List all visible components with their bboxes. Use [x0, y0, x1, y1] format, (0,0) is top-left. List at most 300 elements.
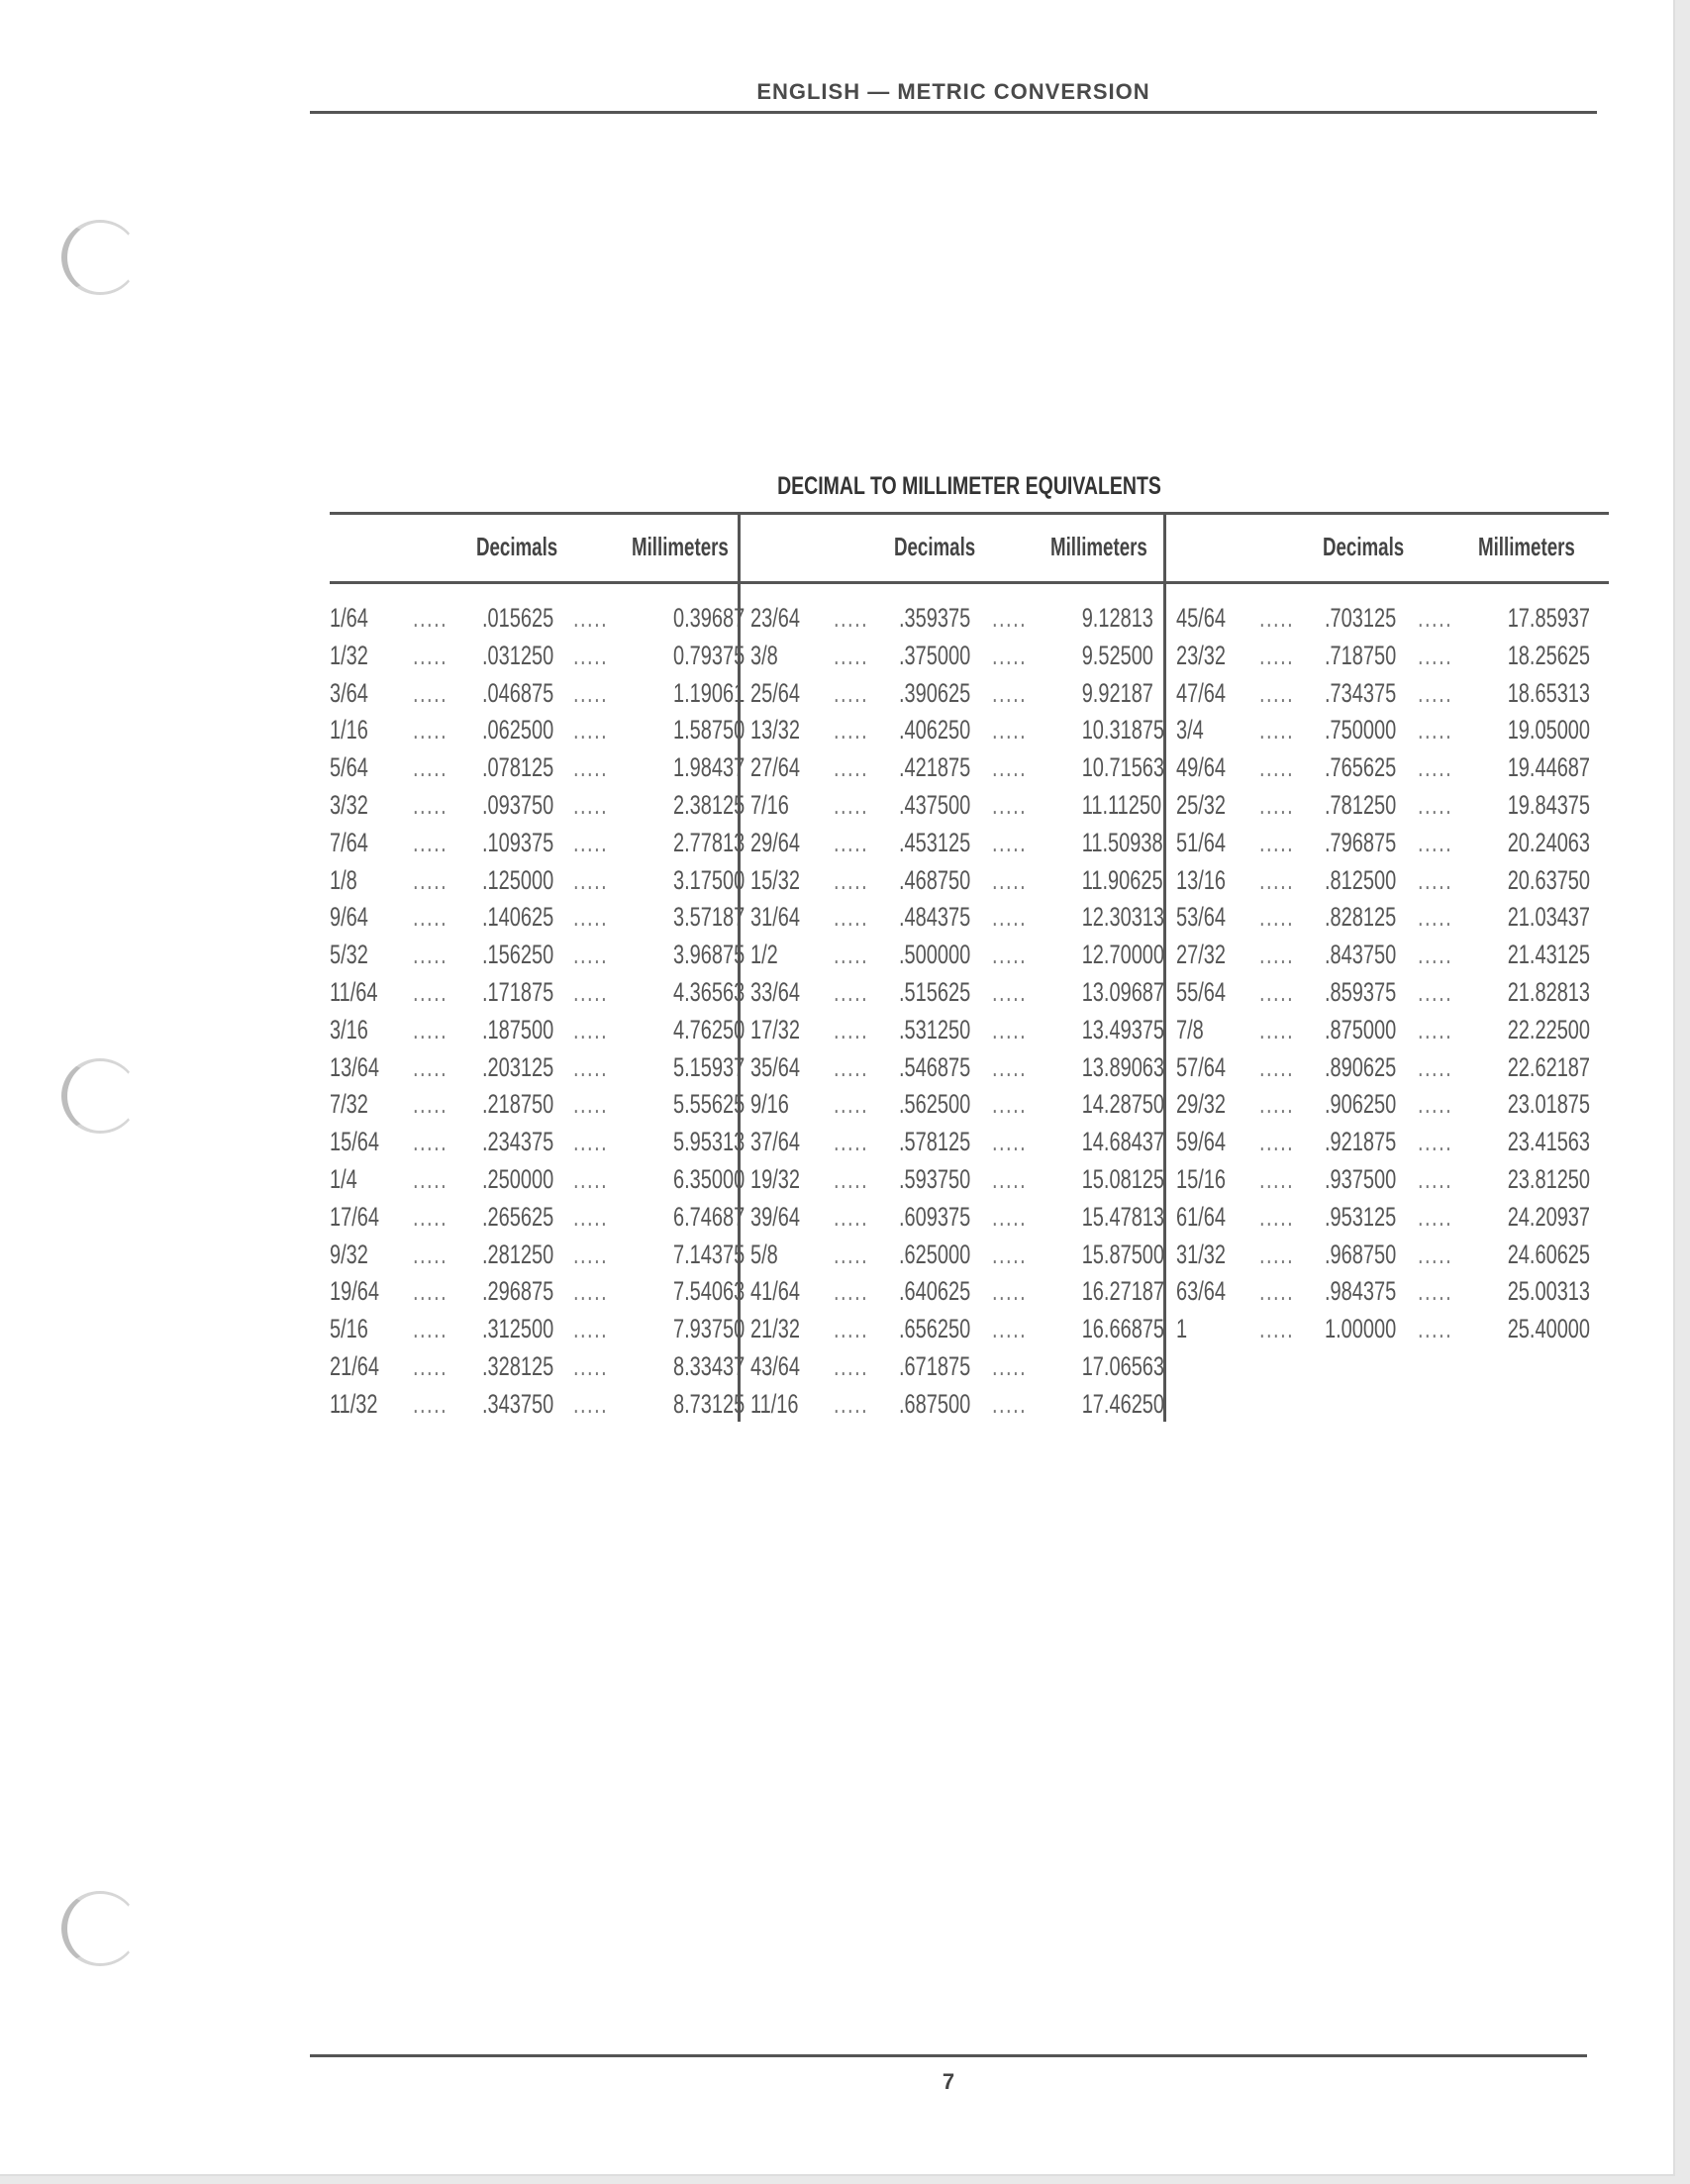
- millimeter-cell: 4.76250: [672, 1014, 746, 1044]
- table-row: [1166, 789, 1591, 828]
- decimal-cell: .093750: [482, 789, 554, 820]
- fraction-cell: 5/8: [750, 1239, 778, 1269]
- table-row: [330, 1202, 746, 1240]
- millimeter-cell: 18.25625: [1507, 640, 1591, 670]
- leader-dots: .....: [1259, 940, 1295, 970]
- leader-dots: .....: [573, 1276, 609, 1307]
- fraction-cell: 43/64: [750, 1350, 801, 1381]
- table-row: [1166, 1201, 1591, 1240]
- millimeter-cell: 7.54063: [672, 1276, 746, 1307]
- table-column-2: [738, 514, 1165, 1422]
- leader-dots: .....: [413, 640, 448, 670]
- fraction-cell: 49/64: [1176, 752, 1227, 783]
- leader-dots: .....: [834, 864, 869, 895]
- millimeter-cell: 25.00313: [1507, 1276, 1591, 1307]
- punch-hole: [61, 220, 139, 295]
- leader-dots: .....: [413, 1201, 448, 1232]
- table-row: [741, 1388, 1165, 1427]
- leader-dots: .....: [1259, 1314, 1295, 1344]
- decimal-cell: .718750: [1325, 640, 1397, 670]
- table-row: [1166, 1239, 1591, 1277]
- decimal-cell: .843750: [1325, 940, 1397, 970]
- table-row: [330, 603, 746, 641]
- millimeter-cell: 23.81250: [1507, 1163, 1591, 1194]
- leader-dots: .....: [573, 1314, 609, 1344]
- leader-dots: .....: [413, 1051, 448, 1082]
- table-row: [741, 789, 1162, 828]
- decimal-cell: .703125: [1325, 603, 1397, 633]
- leader-dots: .....: [413, 864, 448, 895]
- fraction-cell: 21/64: [330, 1350, 380, 1381]
- decimal-cell: .312500: [482, 1314, 554, 1344]
- millimeter-cell: 23.01875: [1507, 1089, 1591, 1120]
- table-row: [741, 603, 1156, 641]
- leader-dots: .....: [413, 1127, 448, 1157]
- fraction-cell: 1/64: [330, 603, 368, 633]
- fraction-cell: 11/64: [330, 976, 378, 1007]
- millimeter-cell: 8.73125: [672, 1388, 746, 1419]
- table-row: [1166, 940, 1591, 977]
- fraction-cell: 47/64: [1176, 677, 1227, 708]
- fraction-cell: 7/8: [1176, 1014, 1204, 1044]
- leader-dots: .....: [413, 827, 448, 857]
- decimal-cell: .562500: [899, 1089, 971, 1120]
- fraction-cell: 11/32: [330, 1388, 378, 1419]
- leader-dots: .....: [573, 752, 609, 783]
- decimal-cell: .765625: [1325, 752, 1397, 783]
- table-row: [1166, 752, 1591, 790]
- fraction-cell: 39/64: [750, 1201, 801, 1232]
- fraction-cell: 5/32: [330, 940, 368, 970]
- table-row: [330, 902, 746, 940]
- millimeter-cell: 3.17500: [672, 864, 746, 895]
- fraction-cell: 27/64: [750, 752, 801, 783]
- millimeter-cell: 1.98437: [672, 752, 746, 783]
- decimal-cell: .390625: [899, 677, 971, 708]
- table-row: [741, 976, 1165, 1015]
- millimeter-cell: 25.40000: [1507, 1314, 1591, 1344]
- leader-dots: .....: [992, 1051, 1028, 1082]
- decimal-cell: .500000: [899, 940, 971, 970]
- decimal-cell: .781250: [1325, 789, 1397, 820]
- leader-dots: .....: [834, 677, 869, 708]
- leader-dots: .....: [834, 640, 869, 670]
- leader-dots: .....: [573, 1388, 609, 1419]
- decimal-cell: .343750: [482, 1388, 554, 1419]
- leader-dots: .....: [573, 1014, 609, 1044]
- leader-dots: .....: [1259, 603, 1295, 633]
- leader-dots: .....: [573, 976, 609, 1007]
- fraction-cell: 1/32: [330, 640, 368, 670]
- decimal-cell: .421875: [899, 752, 971, 783]
- leader-dots: .....: [834, 752, 869, 783]
- leader-dots: .....: [834, 1089, 869, 1120]
- leader-dots: .....: [413, 752, 448, 783]
- leader-dots: .....: [992, 640, 1028, 670]
- leader-dots: .....: [834, 827, 869, 857]
- table-row: [330, 790, 746, 828]
- table-row: [741, 715, 1165, 752]
- millimeter-cell: 24.20937: [1507, 1201, 1591, 1232]
- leader-dots: .....: [1259, 1276, 1295, 1307]
- decimal-cell: .859375: [1325, 976, 1397, 1007]
- millimeter-cell: 11.11250: [1081, 789, 1162, 820]
- fraction-cell: 41/64: [750, 1276, 801, 1307]
- fraction-cell: 29/32: [1176, 1089, 1227, 1120]
- decimal-cell: .359375: [899, 603, 971, 633]
- millimeter-cell: 12.30313: [1081, 902, 1165, 933]
- millimeter-cell: 17.85937: [1507, 603, 1591, 633]
- table-row: [741, 678, 1156, 716]
- leader-dots: .....: [992, 1276, 1028, 1307]
- decimal-cell: .156250: [482, 940, 554, 970]
- leader-dots: .....: [992, 603, 1028, 633]
- table-row: [1166, 827, 1591, 865]
- millimeter-cell: 3.96875: [672, 940, 746, 970]
- table-row: [1166, 1014, 1591, 1052]
- millimeter-cell: 17.06563: [1081, 1350, 1165, 1381]
- decimal-cell: .531250: [899, 1014, 971, 1044]
- leader-dots: .....: [1259, 1201, 1295, 1232]
- header-rule: [310, 111, 1597, 114]
- leader-dots: .....: [413, 715, 448, 745]
- column-rows: [741, 603, 1165, 1427]
- millimeter-cell: 16.66875: [1081, 1314, 1165, 1344]
- table-row: [741, 827, 1163, 865]
- leader-dots: .....: [1418, 864, 1453, 895]
- leader-dots: .....: [1418, 1089, 1453, 1120]
- decimal-cell: .265625: [482, 1201, 554, 1232]
- page-number: 7: [942, 2069, 955, 2094]
- leader-dots: .....: [1259, 677, 1295, 708]
- millimeter-cell: 10.31875: [1081, 715, 1165, 745]
- millimeters-header: Millimeters: [632, 532, 729, 561]
- leader-dots: .....: [413, 1388, 448, 1419]
- leader-dots: .....: [1418, 1127, 1453, 1157]
- millimeters-header: Millimeters: [1478, 532, 1575, 561]
- table-row: [330, 1015, 746, 1052]
- leader-dots: .....: [573, 789, 609, 820]
- column-rows: [330, 603, 746, 1427]
- millimeter-cell: 3.57187: [672, 902, 746, 933]
- decimal-cell: .687500: [899, 1388, 971, 1419]
- millimeter-cell: 9.52500: [1081, 640, 1153, 670]
- millimeter-cell: 15.87500: [1081, 1239, 1165, 1269]
- footer-rule: [310, 2054, 1587, 2057]
- table-row: [741, 1163, 1165, 1202]
- table-column-1: [330, 514, 746, 1427]
- fraction-cell: 7/64: [330, 827, 368, 857]
- table-row: [741, 1350, 1165, 1389]
- decimal-cell: .015625: [482, 603, 554, 633]
- leader-dots: .....: [1259, 789, 1295, 820]
- column-header: [330, 514, 746, 581]
- leader-dots: .....: [1418, 902, 1453, 933]
- millimeter-cell: 19.84375: [1507, 789, 1591, 820]
- leader-dots: .....: [992, 677, 1028, 708]
- leader-dots: .....: [834, 1163, 869, 1194]
- fraction-cell: 3/8: [750, 640, 778, 670]
- decimal-cell: .468750: [899, 864, 971, 895]
- decimal-cell: .546875: [899, 1051, 971, 1082]
- decimal-cell: .593750: [899, 1163, 971, 1194]
- leader-dots: .....: [413, 1089, 448, 1120]
- leader-dots: .....: [1418, 827, 1453, 857]
- millimeter-cell: 11.50938: [1081, 827, 1163, 857]
- millimeter-cell: 20.24063: [1507, 827, 1591, 857]
- leader-dots: .....: [1259, 1239, 1295, 1269]
- table-row: [330, 1351, 746, 1389]
- millimeter-cell: 20.63750: [1507, 864, 1591, 895]
- decimal-cell: .296875: [482, 1276, 554, 1307]
- leader-dots: .....: [1259, 1163, 1295, 1194]
- leader-dots: .....: [834, 940, 869, 970]
- fraction-cell: 33/64: [750, 976, 801, 1007]
- leader-dots: .....: [1418, 1163, 1453, 1194]
- millimeter-cell: 11.90625: [1081, 864, 1163, 895]
- leader-dots: .....: [834, 1201, 869, 1232]
- leader-dots: .....: [1418, 677, 1453, 708]
- fraction-cell: 37/64: [750, 1127, 801, 1157]
- leader-dots: .....: [834, 1014, 869, 1044]
- table-row: [1166, 1163, 1591, 1202]
- table-row: [330, 1314, 746, 1351]
- fraction-cell: 1/2: [750, 940, 778, 970]
- fraction-cell: 27/32: [1176, 940, 1227, 970]
- leader-dots: .....: [1418, 1014, 1453, 1044]
- leader-dots: .....: [992, 1127, 1028, 1157]
- leader-dots: .....: [1418, 715, 1453, 745]
- leader-dots: .....: [1259, 1127, 1295, 1157]
- fraction-cell: 9/16: [750, 1089, 789, 1120]
- decimal-cell: .031250: [482, 640, 554, 670]
- fraction-cell: 3/16: [330, 1014, 368, 1044]
- leader-dots: .....: [992, 864, 1028, 895]
- millimeter-cell: 24.60625: [1507, 1239, 1591, 1269]
- leader-dots: .....: [573, 940, 609, 970]
- column-header: [1166, 514, 1582, 581]
- fraction-cell: 1: [1176, 1314, 1188, 1344]
- leader-dots: .....: [992, 789, 1028, 820]
- table-row: [330, 940, 746, 977]
- millimeter-cell: 14.68437: [1081, 1127, 1165, 1157]
- leader-dots: .....: [573, 1051, 609, 1082]
- leader-dots: .....: [573, 715, 609, 745]
- table-row: [330, 678, 746, 716]
- leader-dots: .....: [1418, 1201, 1453, 1232]
- millimeter-cell: 13.09687: [1081, 976, 1165, 1007]
- table-row: [741, 1014, 1165, 1052]
- decimal-cell: .953125: [1325, 1201, 1397, 1232]
- decimal-cell: .812500: [1325, 864, 1397, 895]
- leader-dots: .....: [1259, 827, 1295, 857]
- decimal-cell: .656250: [899, 1314, 971, 1344]
- fraction-cell: 57/64: [1176, 1051, 1227, 1082]
- leader-dots: .....: [1259, 1014, 1295, 1044]
- millimeter-cell: 0.79375: [672, 640, 746, 670]
- table-row: [1166, 1314, 1591, 1351]
- leader-dots: .....: [834, 1388, 869, 1419]
- table-row: [330, 1240, 746, 1277]
- leader-dots: .....: [413, 902, 448, 933]
- leader-dots: .....: [1259, 976, 1295, 1007]
- column-rows: [1166, 603, 1591, 1351]
- decimal-cell: .640625: [899, 1276, 971, 1307]
- decimal-cell: .281250: [482, 1239, 554, 1269]
- leader-dots: .....: [992, 902, 1028, 933]
- millimeter-cell: 9.12813: [1081, 603, 1153, 633]
- fraction-cell: 19/64: [330, 1276, 380, 1307]
- millimeter-cell: 2.38125: [672, 789, 746, 820]
- millimeter-cell: 2.77813: [672, 827, 746, 857]
- decimal-cell: .062500: [482, 715, 554, 745]
- leader-dots: .....: [992, 1239, 1028, 1269]
- decimal-cell: .250000: [482, 1163, 554, 1194]
- decimals-header: Decimals: [894, 532, 976, 561]
- millimeter-cell: 4.36563: [672, 976, 746, 1007]
- leader-dots: .....: [573, 1350, 609, 1381]
- fraction-cell: 55/64: [1176, 976, 1227, 1007]
- leader-dots: .....: [834, 1314, 869, 1344]
- page-header: ENGLISH — METRIC CONVERSION: [756, 79, 1150, 104]
- millimeter-cell: 1.19061: [672, 677, 746, 708]
- millimeter-cell: 5.15937: [672, 1051, 746, 1082]
- millimeter-cell: 12.70000: [1081, 940, 1165, 970]
- leader-dots: .....: [1418, 1314, 1453, 1344]
- fraction-cell: 3/4: [1176, 715, 1204, 745]
- leader-dots: .....: [1418, 640, 1453, 670]
- fraction-cell: 17/64: [330, 1201, 380, 1232]
- leader-dots: .....: [1259, 1051, 1295, 1082]
- table-row: [330, 1276, 746, 1314]
- table-row: [330, 865, 746, 903]
- decimal-cell: .234375: [482, 1127, 554, 1157]
- punch-hole: [61, 1058, 139, 1134]
- table-row: [741, 940, 1165, 977]
- table-row: [330, 1164, 746, 1202]
- fraction-cell: 5/16: [330, 1314, 368, 1344]
- leader-dots: .....: [834, 1127, 869, 1157]
- leader-dots: .....: [413, 1014, 448, 1044]
- fraction-cell: 51/64: [1176, 827, 1227, 857]
- leader-dots: .....: [573, 1163, 609, 1194]
- leader-dots: .....: [1259, 1089, 1295, 1120]
- fraction-cell: 13/16: [1176, 864, 1227, 895]
- fraction-cell: 9/32: [330, 1239, 368, 1269]
- fraction-cell: 23/64: [750, 603, 801, 633]
- leader-dots: .....: [1418, 789, 1453, 820]
- fraction-cell: 25/64: [750, 677, 801, 708]
- leader-dots: .....: [834, 1276, 869, 1307]
- leader-dots: .....: [1418, 603, 1453, 633]
- leader-dots: .....: [834, 976, 869, 1007]
- fraction-cell: 7/16: [750, 789, 789, 820]
- leader-dots: .....: [573, 677, 609, 708]
- table-row: [1166, 864, 1591, 903]
- table-row: [741, 1051, 1165, 1090]
- fraction-cell: 21/32: [750, 1314, 801, 1344]
- leader-dots: .....: [992, 1314, 1028, 1344]
- millimeter-cell: 10.71563: [1081, 752, 1165, 783]
- leader-dots: .....: [1418, 752, 1453, 783]
- table-row: [1166, 603, 1591, 641]
- decimal-cell: 1.00000: [1325, 1314, 1397, 1344]
- table-row: [741, 1239, 1165, 1277]
- table-row: [741, 752, 1165, 790]
- millimeter-cell: 22.62187: [1507, 1051, 1591, 1082]
- leader-dots: .....: [573, 827, 609, 857]
- leader-dots: .....: [1418, 976, 1453, 1007]
- leader-dots: .....: [1259, 902, 1295, 933]
- decimal-cell: .828125: [1325, 902, 1397, 933]
- table-column-3: [1163, 514, 1591, 1422]
- decimal-cell: .968750: [1325, 1239, 1397, 1269]
- decimal-cell: .484375: [899, 902, 971, 933]
- decimal-cell: .406250: [899, 715, 971, 745]
- millimeter-cell: 7.93750: [672, 1314, 746, 1344]
- decimal-cell: .875000: [1325, 1014, 1397, 1044]
- fraction-cell: 31/32: [1176, 1239, 1227, 1269]
- fraction-cell: 15/16: [1176, 1163, 1227, 1194]
- leader-dots: .....: [573, 902, 609, 933]
- table-row: [330, 1389, 746, 1427]
- fraction-cell: 59/64: [1176, 1127, 1227, 1157]
- leader-dots: .....: [413, 1276, 448, 1307]
- leader-dots: .....: [413, 677, 448, 708]
- decimal-cell: .218750: [482, 1089, 554, 1120]
- table-row: [1166, 715, 1591, 752]
- fraction-cell: 13/64: [330, 1051, 380, 1082]
- leader-dots: .....: [1259, 752, 1295, 783]
- leader-dots: .....: [413, 1163, 448, 1194]
- millimeter-cell: 13.89063: [1081, 1051, 1165, 1082]
- millimeter-cell: 0.39687: [672, 603, 746, 633]
- fraction-cell: 45/64: [1176, 603, 1227, 633]
- millimeter-cell: 21.43125: [1507, 940, 1591, 970]
- decimal-cell: .187500: [482, 1014, 554, 1044]
- decimal-cell: .515625: [899, 976, 971, 1007]
- fraction-cell: 5/64: [330, 752, 368, 783]
- table-row: [741, 902, 1165, 940]
- table-row: [330, 641, 746, 678]
- fraction-cell: 9/64: [330, 902, 368, 933]
- decimal-cell: .046875: [482, 677, 554, 708]
- decimal-cell: .078125: [482, 752, 554, 783]
- fraction-cell: 17/32: [750, 1014, 801, 1044]
- fraction-cell: 19/32: [750, 1163, 801, 1194]
- fraction-cell: 53/64: [1176, 902, 1227, 933]
- decimal-cell: .171875: [482, 976, 554, 1007]
- leader-dots: .....: [573, 1239, 609, 1269]
- millimeter-cell: 8.33437: [672, 1350, 746, 1381]
- table-row: [1166, 1051, 1591, 1090]
- millimeter-cell: 15.08125: [1081, 1163, 1165, 1194]
- fraction-cell: 15/64: [330, 1127, 380, 1157]
- decimal-cell: .734375: [1325, 677, 1397, 708]
- decimal-cell: .921875: [1325, 1127, 1397, 1157]
- leader-dots: .....: [573, 1089, 609, 1120]
- fraction-cell: 11/16: [750, 1388, 799, 1419]
- table-row: [741, 641, 1156, 678]
- leader-dots: .....: [413, 789, 448, 820]
- leader-dots: .....: [992, 940, 1028, 970]
- fraction-cell: 63/64: [1176, 1276, 1227, 1307]
- decimal-cell: .750000: [1325, 715, 1397, 745]
- millimeter-cell: 15.47813: [1081, 1201, 1165, 1232]
- column-header: [741, 514, 1156, 581]
- leader-dots: .....: [834, 715, 869, 745]
- table-row: [741, 864, 1163, 903]
